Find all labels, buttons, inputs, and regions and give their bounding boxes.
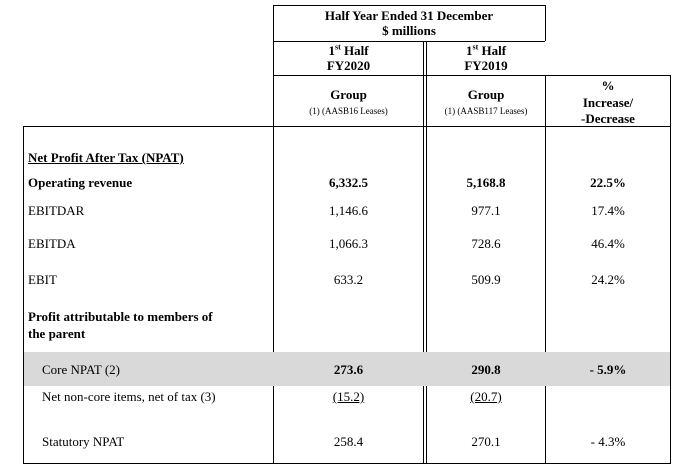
col2-half-num: 1 xyxy=(465,43,473,58)
row-v3-operating-revenue: 22.5% xyxy=(590,175,626,190)
period-title: Half Year Ended 31 December xyxy=(324,8,494,23)
col1-group: Group xyxy=(330,87,367,102)
col2-note: (1) (AASB117 Leases) xyxy=(444,106,528,116)
core-npat-label: Core NPAT (2) xyxy=(42,362,121,377)
col1-note: (1) (AASB16 Leases) xyxy=(309,106,388,116)
row-label-ebitdar: EBITDAR xyxy=(28,203,85,218)
statutory-npat-label: Statutory NPAT xyxy=(42,434,125,449)
row-label-operating-revenue: Operating revenue xyxy=(28,175,133,190)
noncore-label: Net non-core items, net of tax (3) xyxy=(42,389,216,404)
row-v1-ebitdar: 1,146.6 xyxy=(329,203,368,218)
header-mid-border xyxy=(273,41,545,42)
col2-group: Group xyxy=(467,87,505,102)
statutory-npat-v2: 270.1 xyxy=(471,434,501,449)
col2-year: FY2019 xyxy=(464,58,508,73)
header-right-border xyxy=(545,5,546,41)
table-bottom-border xyxy=(23,463,671,464)
statutory-npat-v3: - 4.3% xyxy=(590,434,626,449)
profit-heading-line2: the parent xyxy=(28,326,86,341)
noncore-v1: (15.2) xyxy=(332,389,365,404)
label-column-top-border xyxy=(23,126,273,127)
core-npat-v3: - 5.9% xyxy=(589,362,627,377)
col1-year: FY2020 xyxy=(326,58,371,73)
pct-column-right-border xyxy=(670,75,671,464)
row-v1-operating-revenue: 6,332.5 xyxy=(329,175,368,190)
row-v3-ebitda: 46.4% xyxy=(591,236,625,251)
col2-half-word: Half xyxy=(481,43,507,58)
pct-column-left-border xyxy=(545,75,546,464)
label-column-left-border xyxy=(23,126,24,464)
units-label: $ millions xyxy=(382,23,436,38)
row-v2-ebit: 509.9 xyxy=(471,272,501,287)
statutory-npat-v1: 258.4 xyxy=(333,434,364,449)
row-v2-operating-revenue: 5,168.8 xyxy=(466,175,506,190)
period-row-bottom-border xyxy=(273,75,545,76)
col1-half-word: Half xyxy=(343,43,369,58)
pct-column-top-border xyxy=(545,75,671,76)
col2-half-label xyxy=(427,43,545,59)
row-v3-ebit: 24.2% xyxy=(591,272,625,287)
row-v1-ebit: 633.2 xyxy=(333,272,364,287)
col1-half-label xyxy=(274,43,423,59)
col2-half-sup: st xyxy=(472,42,479,52)
profit-heading-line1: Profit attributable to members of xyxy=(28,309,213,324)
row-v2-ebitda: 728.6 xyxy=(471,236,501,251)
row-v3-ebitdar: 17.4% xyxy=(591,203,625,218)
col1-half-num: 1 xyxy=(328,43,335,58)
core-npat-v2: 290.8 xyxy=(471,362,501,377)
row-v2-ebitdar: 977.1 xyxy=(471,203,501,218)
col1-half-sup: st xyxy=(334,42,341,52)
row-label-ebitda: EBITDA xyxy=(28,236,76,251)
pct-header-increase: Increase/ xyxy=(582,95,634,110)
pct-header-symbol: % xyxy=(601,78,615,93)
noncore-v2: (20.7) xyxy=(470,389,502,404)
pct-header-decrease: -Decrease xyxy=(581,111,635,126)
core-npat-v1: 273.6 xyxy=(333,362,364,377)
section-title: Net Profit After Tax (NPAT) xyxy=(28,150,184,165)
row-v1-ebitda: 1,066.3 xyxy=(329,236,368,251)
header-top-border xyxy=(273,5,545,6)
row-label-ebit: EBIT xyxy=(28,272,57,287)
